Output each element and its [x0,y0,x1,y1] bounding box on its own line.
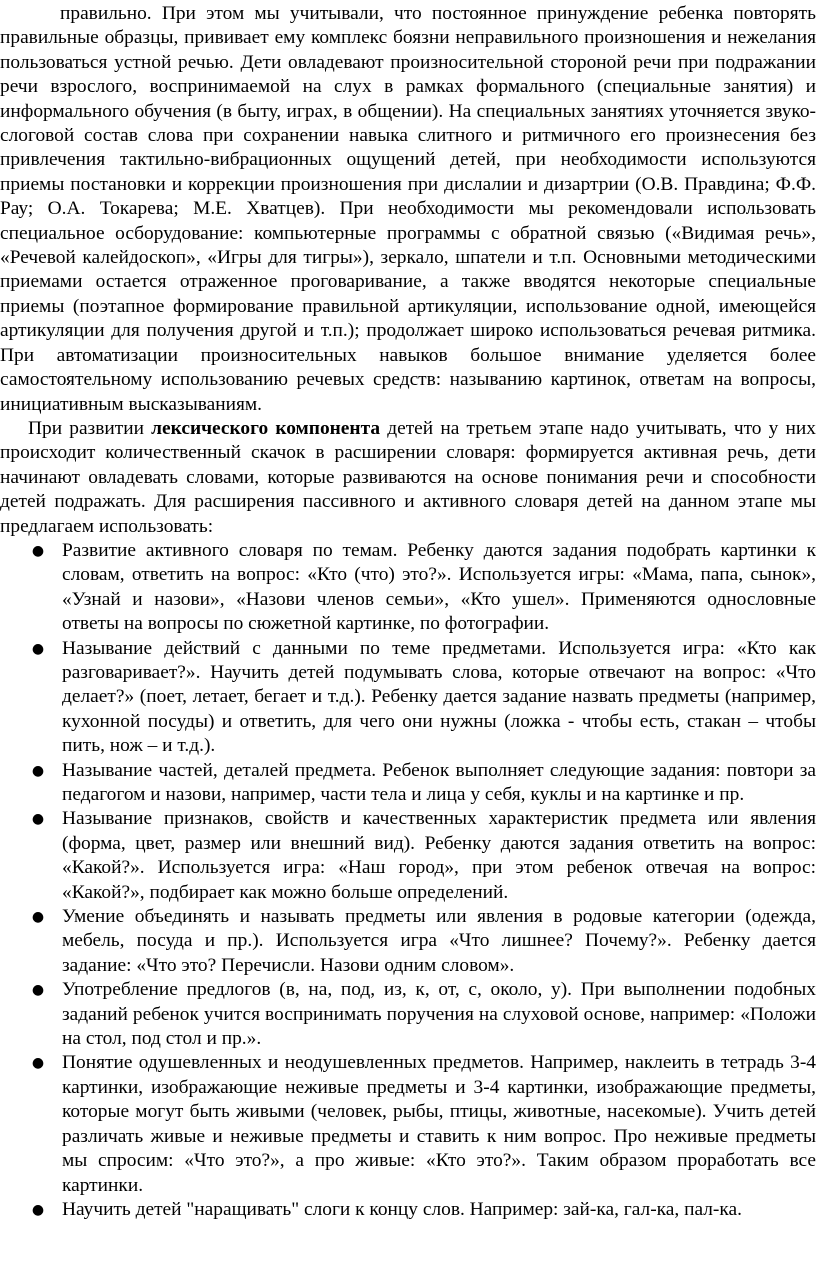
bullet-icon: ● [31,811,45,828]
list-item [0,1198,816,1222]
bullet-icon: ● [31,640,45,657]
paragraph-text: детей на третьем этапе надо учитывать, что у них происходит количественный скачок в расширении словаря: формируется активная речь, дети начинают овладевать словами, которые развиваются на основе понимания речи и способности детей подражать. Для расширения пассивного и активного словаря детей на данном этапе мы предлагаем использовать: [0,417,816,537]
paragraph-prefix: При развитии [28,417,152,439]
bold-term: лексического компонента [151,417,381,439]
paragraph-continuation: правильно. При этом мы учитывали, что постоянное принуждение ребенка повторять правильные образцы, прививает ему комплекс боязни неправильного произношения и нежелания пользоваться устной речью. Дети овладевают произносительной стороной речи при подражании речи взрослого, воспринимаемой на слух в рамках формального (специальные занятия) и информального обучения (в быту, играх, в общении). На специальных занятиях уточняется звуко-слоговой состав слова при сохранении навыка слитного и ритмичного его произнесения без привлечения тактильно-вибрационных ощущений детей, при необходимости используются приемы постановки и коррекции произношения при дислалии и дизартрии (О.В. Правдина; Ф.Ф. Рау; О.А. Токарева; М.Е. Хватцев). При необходимости мы рекомендовали использовать специальное осборудование: компьютерные программы с обратной связью («Видимая речь», «Речевой калейдоскоп», «Игры для тигры»), зеркало, шпатели и т.п. Основными методическими приемами остается отраженное проговаривание, а также вводятся некоторые специальные приемы (поэтапное формирование правильной артикуляции, использование одной, имеющейся артикуляции для получения другой и т.п.); продолжает широко использоваться речевая ритмика. При автоматизации произносительных навыков большое внимание уделяется более самостоятельному использованию речевых средств: называнию картинок, ответам на вопросы, инициативным высказываниям. [0,3,816,415]
list-item [0,637,816,759]
list-item-text: Называние действий с данными по теме предметами. Используется игра: «Кто как разговаривает?». Научить детей подумывать слова, которые отвечают на вопрос: «Что делает?» (поет, летает, бегает и т.д.). Ребенку дается задание назвать предметы (например, кухонной посуды) и ответить, для чего они нужны (ложка - чтобы есть, стакан – чтобы пить, нож – и т.д.). [62,637,816,757]
bullet-icon: ● [31,1201,45,1218]
bullet-icon: ● [31,1055,45,1072]
list-item [0,539,816,637]
list-item-text: Научить детей "наращивать" слоги к концу слов. Например: зай-ка, гал-ка, пал-ка. [62,1198,742,1220]
paragraph-lexical-component [0,417,816,539]
list-item-text: Называние частей, деталей предмета. Ребенок выполняет следующие задания: повтори за педагогом и назови, например, части тела и лица у себя, куклы и на картинке и пр. [62,759,816,805]
bullet-icon: ● [31,982,45,999]
list-item-text: Развитие активного словаря по темам. Ребенку даются задания подобрать картинки к словам, ответить на вопрос: «Кто (что) это?». Используется игры: «Мама, папа, сынок», «Узнай и назови», «Назови членов семьи», «Кто ушел». Применяются однословные ответы на вопросы по сюжетной картинке, по фотографии. [62,539,816,635]
list-item [0,759,816,808]
bullet-icon: ● [31,762,45,779]
bullet-icon: ● [31,542,45,559]
list-item-text: Понятие одушевленных и неодушевленных предметов. Например, наклеить в тетрадь 3-4 картинки, изображающие неживые предметы и 3-4 картинки, изображающие предметы, которые могут быть живыми (человек, рыбы, птицы, животные, насекомые). Учить детей различать живые и неживые предметы и ставить к ним вопрос. Про неживые предметы мы спросим: «Что это?», а про живые: «Кто это?». Таким образом проработать все картинки. [62,1052,816,1196]
list-item [0,905,816,978]
bullet-icon: ● [31,909,45,926]
list-item [0,1051,816,1197]
exercise-list [0,539,816,1222]
list-item-text: Употребление предлогов (в, на, под, из, к, от, с, около, у). При выполнении подобных заданий ребенок учится воспринимать поручения на слуховой основе, например: «Положи на стол, под стол и пр.». [62,979,816,1050]
list-item-text: Умение объединять и называть предметы или явления в родовые категории (одежда, мебель, посуда и пр.). Используется игра «Что лишнее? Почему?». Ребенку дается задание: «Что это? Перечисли. Назови одним словом». [62,906,816,976]
list-item-text: Называние признаков, свойств и качественных характеристик предмета или явления (форма, цвет, размер или внешний вид). Ребенку даются задания ответить на вопрос: «Какой?». Используется игра: «Наш город», при этом ребенок отвечая на вопрос: «Какой?», подбирает как можно больше определений. [62,808,816,903]
list-item [0,978,816,1051]
list-item [0,807,816,905]
